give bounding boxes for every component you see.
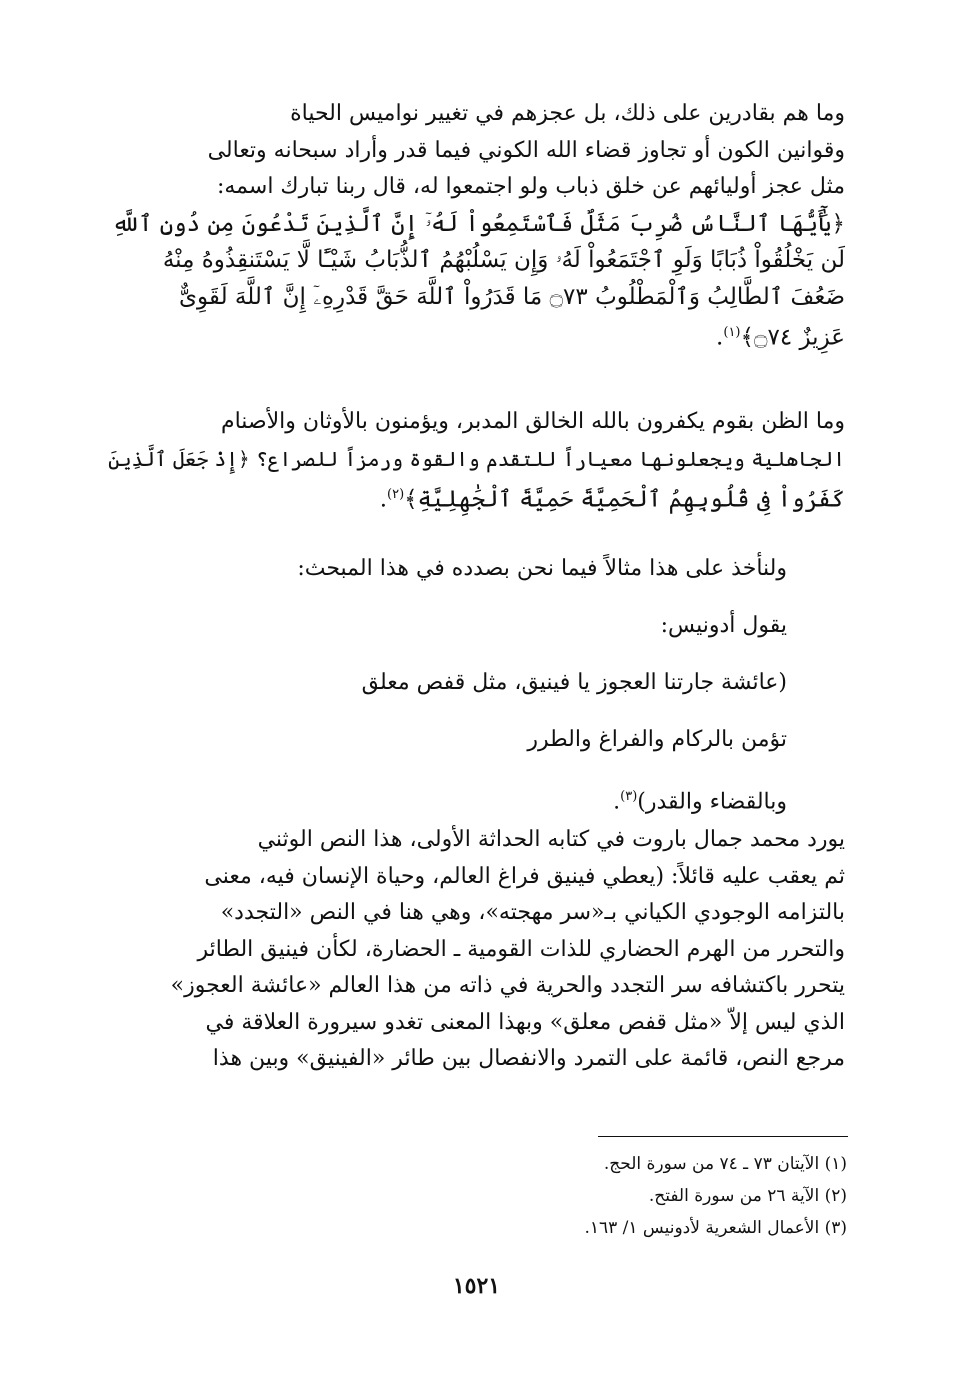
footnote-ref-3: (٣) <box>620 789 638 804</box>
text-line: مثل عجز أوليائهم عن خلق ذباب ولو اجتمعوا له، قال ربنا تبارك اسمه: <box>216 174 845 199</box>
quran-verse-end: عَزِيزٌ ۝٧٤﴾ <box>740 324 845 351</box>
paragraph-1 <box>100 96 845 356</box>
paragraph-2 <box>100 404 845 518</box>
text-line: ثم يعقب عليه قائلاً: (يعطي فينيق فراغ العالم، وحياة الإنسان فيه، معنى <box>204 863 845 889</box>
text-line: مرجع النص، قائمة على التمرد والانفصال بين طائر «الفينيق» وبين هذا <box>212 1046 845 1071</box>
text-line: وقوانين الكون أو تجاوز قضاء الله الكوني فيما قدر وأراد سبحانه وتعالى <box>207 137 845 163</box>
period: . <box>613 789 621 815</box>
quran-verse-line <box>100 315 845 356</box>
page-number: ١٥٢١ <box>452 1273 501 1299</box>
intro-line: يقول أدونيس: <box>660 613 787 638</box>
quran-verse-line: ضَعُفَ ٱلطَّالِبُ وَٱلْمَطْلُوبُ ۝٧٣ مَا قَدَرُواْ ٱللَّهَ حَقَّ قَدْرِهِۦٓ إِنَّ ٱللَّهَ لَقَوِىٌّ <box>179 283 845 310</box>
text-line: وما الظن بقوم يكفرون بالله الخالق المدبر، ويؤمنون بالأوثان والأصنام <box>220 409 845 434</box>
text-line: الجاهلية ويجعلونها معياراً للتقدم والقوة ورمزاً للصراع؟ ﴿إِذْ جَعَلَ ٱلَّذِينَ <box>108 446 845 471</box>
quran-verse-line: لَن يَخْلُقُواْ ذُبَابًا وَلَوِ ٱجْتَمَعُواْ لَهُۥ وَإِن يَسْلُبْهُمُ ٱلذُّبَابُ شَيْـًٔا لَّا يَسْتَنقِذُوهُ مِنْهُ <box>162 247 845 273</box>
footnote-ref-1: (١) <box>723 325 741 340</box>
poem-line <box>297 768 787 830</box>
poem-line-text: وبالقضاء والقدر) <box>637 789 787 815</box>
footnote-ref-2: (٢) <box>387 487 405 502</box>
text-line: يتحرر باكتشافه سر التجدد والحرية في ذاته من هذا العالم «عائشة العجوز» <box>170 973 845 998</box>
period: . <box>379 486 387 513</box>
period: . <box>716 324 724 351</box>
poem-line: تؤمن بالركام والفراغ والطرر <box>527 727 787 752</box>
text-line: الذي ليس إلاّ «مثل قفص معلق» وبهذا المعنى تغدو سيرورة العلاقة في <box>205 1009 845 1035</box>
footnote-2: (٢) الآية ٢٦ من سورة الفتح. <box>648 1186 847 1206</box>
footnotes <box>584 1148 847 1244</box>
quran-verse-line: ﴿يَٰٓأَيُّهَا ٱلنَّاسُ ضُرِبَ مَثَلٌ فَٱسْتَمِعُواْ لَهُۥٓ إِنَّ ٱلَّذِينَ تَدْعُونَ مِن دُونِ ٱللَّهِ <box>111 210 845 237</box>
quran-verse-line <box>100 477 845 518</box>
text-line: بالتزامه الوجودي الكياني بـ«سر مهجته»، وهي هنا في النص «التجدد» <box>220 900 845 925</box>
text-line: وما هم بقادرين على ذلك، بل عجزهم في تغيير نواميس الحياة <box>290 101 845 126</box>
footnote-divider <box>598 1136 848 1137</box>
paragraph-3 <box>100 822 845 1078</box>
footnote-1: (١) الآيتان ٧٣ ـ ٧٤ من سورة الحج. <box>603 1154 847 1174</box>
quran-verse-end: كَفَرُواْ فِى قُلُوبِهِمُ ٱلْحَمِيَّةَ حَمِيَّةَ ٱلْجَٰهِلِيَّةِ﴾ <box>404 486 845 513</box>
footnote-3: (٣) الأعمال الشعرية لأدونيس ١/ ١٦٣. <box>584 1218 847 1238</box>
poem-line: (عائشة جارتنا العجوز يا فينيق، مثل قفص معلق <box>361 670 787 695</box>
poetry-section <box>297 540 787 830</box>
text-line: يورد محمد جمال باروت في كتابه الحداثة الأولى، هذا النص الوثني <box>257 827 845 852</box>
intro-line: ولنأخذ على هذا مثالاً فيما نحن بصدده في هذا المبحث: <box>297 556 787 581</box>
text-line: والتحرر من الهرم الحضاري للذات القومية ـ الحضارة، لكأن فينيق الطائر <box>197 936 845 962</box>
